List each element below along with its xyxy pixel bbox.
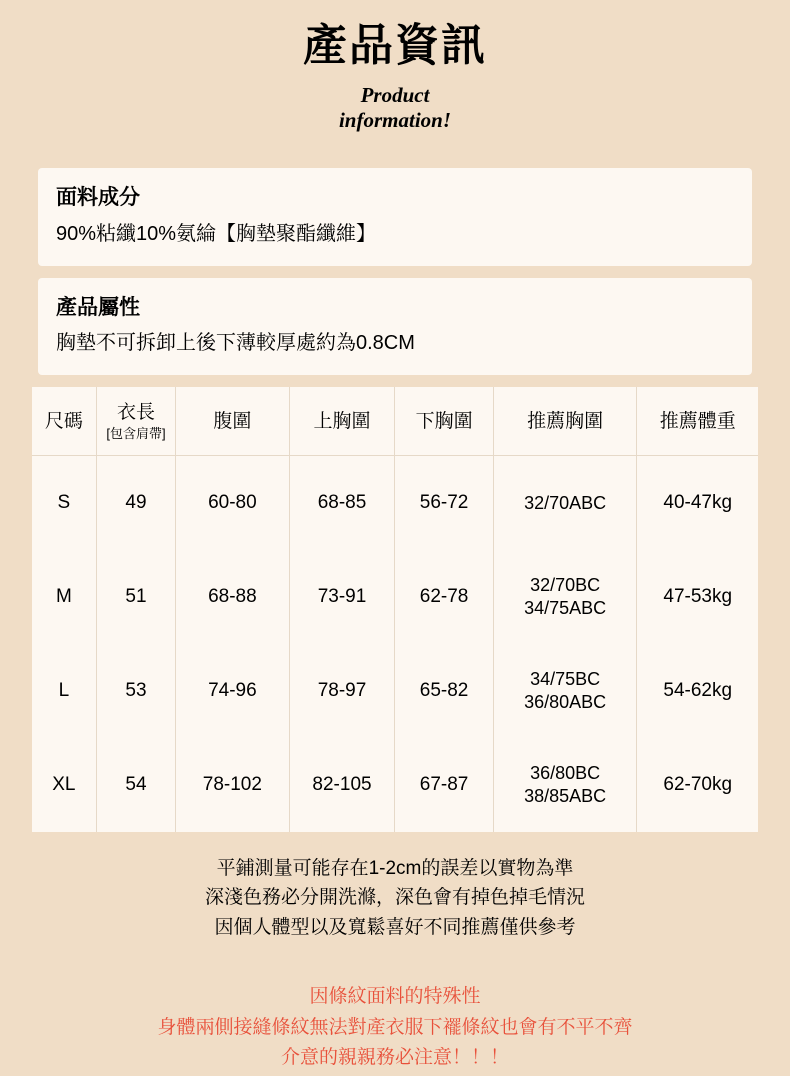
cell-upper-bust: 68-85 xyxy=(289,455,395,550)
info-card-attributes xyxy=(38,278,752,376)
cell-rec-cup xyxy=(493,644,637,738)
info-card-fabric xyxy=(38,168,752,266)
table-header-rec-weight-label: 推薦體重 xyxy=(659,411,736,433)
table-header-upper-bust-label: 上胸圍 xyxy=(313,411,371,433)
table-header-length-label: 衣長 xyxy=(116,402,155,424)
cell-rec-cup xyxy=(493,738,637,832)
cell-rec-cup-line1: 32/70ABC xyxy=(524,492,607,513)
cell-under-bust: 62-78 xyxy=(395,550,493,644)
info-card-fabric-title: 面料成分 xyxy=(56,186,140,210)
cell-length: 54 xyxy=(96,738,175,832)
cell-upper-bust: 78-97 xyxy=(289,644,395,738)
info-card-list xyxy=(0,168,790,375)
note-line: 深淺色務必分開洗滌，深色會有掉色掉毛情況 xyxy=(204,887,585,909)
cell-under-bust: 67-87 xyxy=(395,738,493,832)
info-card-attributes-title: 產品屬性 xyxy=(56,295,140,319)
table-header-under-bust-label: 下胸圍 xyxy=(415,411,473,433)
size-table xyxy=(32,387,758,832)
table-header-under-bust xyxy=(395,387,493,455)
info-card-fabric-body: 90%粘纖10%氨綸【胸墊聚酯纖維】 xyxy=(56,222,377,245)
cell-waist: 68-88 xyxy=(176,550,289,644)
page-header xyxy=(0,0,790,134)
cell-upper-bust: 73-91 xyxy=(289,550,395,644)
cell-length: 53 xyxy=(96,644,175,738)
cell-size: S xyxy=(32,455,96,550)
table-header-waist-label: 腹圍 xyxy=(213,411,252,433)
table-header-rec-cup xyxy=(493,387,637,455)
page-subtitle xyxy=(0,83,790,134)
cell-size: M xyxy=(32,550,96,644)
table-header-upper-bust xyxy=(289,387,395,455)
table-header-size-label: 尺碼 xyxy=(44,411,83,433)
table-row xyxy=(32,550,758,644)
cell-rec-weight: 40-47kg xyxy=(663,491,733,513)
cell-rec-cup-line2: 38/85ABC xyxy=(524,785,607,806)
cell-rec-cup xyxy=(493,455,637,550)
note-line: 平鋪測量可能存在1-2cm的誤差以實物為準 xyxy=(216,857,574,879)
cell-rec-cup-line2: 34/75ABC xyxy=(524,597,607,618)
measurement-notes xyxy=(0,854,790,942)
table-row xyxy=(32,644,758,738)
cell-waist: 74-96 xyxy=(176,644,289,738)
cell-upper-bust: 82-105 xyxy=(289,738,395,832)
cell-rec-weight: 47-53kg xyxy=(663,585,733,607)
cell-rec-cup-line1: 34/75BC xyxy=(530,669,601,690)
cell-waist: 78-102 xyxy=(176,738,289,832)
table-header-length-sub: [包含肩帶] xyxy=(106,426,166,442)
size-table-wrapper xyxy=(0,387,790,832)
table-header-waist xyxy=(176,387,289,455)
cell-rec-cup xyxy=(493,550,637,644)
table-header-size xyxy=(32,387,96,455)
stripe-warning xyxy=(0,982,790,1073)
page-title: 產品資訊 xyxy=(303,21,487,70)
cell-size: XL xyxy=(32,738,96,832)
warning-line: 身體兩側接縫條紋無法對產衣服下襬條紋也會有不平不齊 xyxy=(157,1016,633,1038)
cell-rec-cup-line2: 36/80ABC xyxy=(524,691,607,712)
note-line: 因個人體型以及寬鬆喜好不同推薦僅供參考 xyxy=(214,916,576,938)
table-header-row xyxy=(32,387,758,455)
warning-line: 因條紋面料的特殊性 xyxy=(309,986,481,1008)
table-row xyxy=(32,455,758,550)
page-subtitle-line1: Product xyxy=(360,82,430,107)
cell-under-bust: 56-72 xyxy=(395,455,493,550)
info-card-attributes-body: 胸墊不可拆卸上後下薄較厚處約為0.8CM xyxy=(56,332,415,355)
size-table-header xyxy=(32,387,758,455)
table-header-rec-weight xyxy=(637,387,758,455)
warning-line: 介意的親親務必注意！！！ xyxy=(280,1047,509,1068)
cell-rec-weight: 62-70kg xyxy=(663,773,733,795)
cell-length: 51 xyxy=(96,550,175,644)
cell-under-bust: 65-82 xyxy=(395,644,493,738)
cell-rec-weight: 54-62kg xyxy=(663,679,733,701)
table-header-rec-cup-label: 推薦胸圍 xyxy=(527,411,604,433)
page-subtitle-line2: information! xyxy=(338,108,452,133)
cell-waist: 60-80 xyxy=(176,455,289,550)
cell-rec-cup-line1: 32/70BC xyxy=(530,575,601,596)
cell-length: 49 xyxy=(96,455,175,550)
size-table-body xyxy=(32,455,758,832)
cell-size: L xyxy=(32,644,96,738)
cell-rec-cup-line1: 36/80BC xyxy=(530,763,601,784)
table-header-length xyxy=(96,387,175,455)
table-row xyxy=(32,738,758,832)
